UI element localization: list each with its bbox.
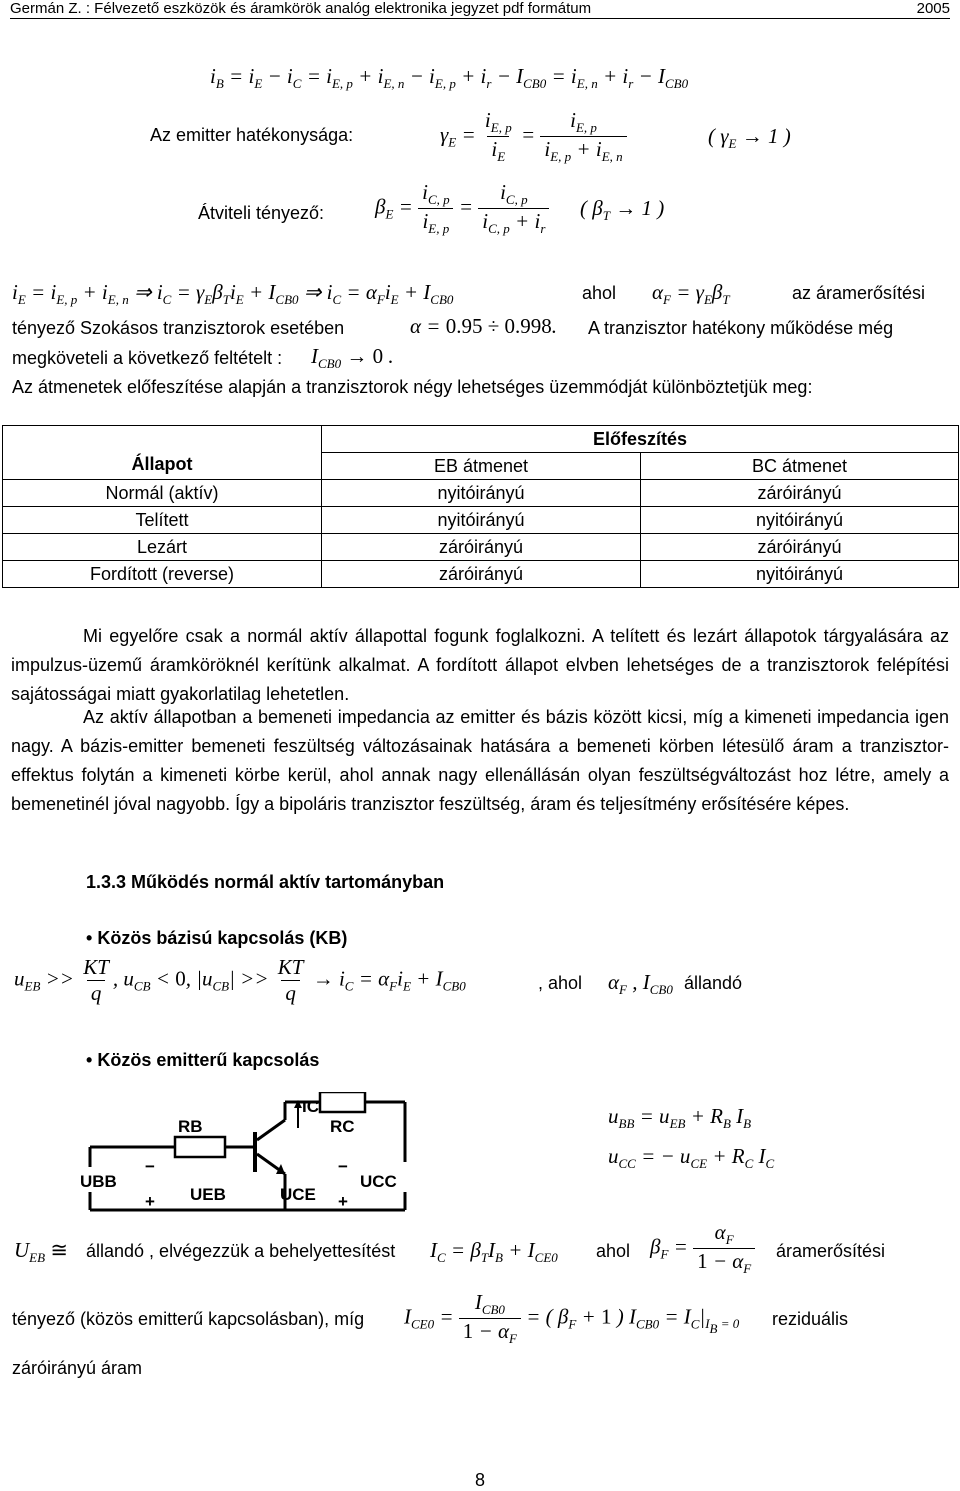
equation-ubb: $u_{BB} = u_{EB} + R_B$ $I_B$ bbox=[608, 1104, 752, 1131]
table-cell-bc: záróirányú bbox=[641, 534, 959, 561]
text-allando-behelyettesites: állandó , elvégezzük a behelyettesítést bbox=[86, 1241, 396, 1261]
text-tranzisztor-hatekony: A tranzisztor hatékony működése még bbox=[588, 318, 894, 338]
text-aramerositesi: az áramerősítési bbox=[792, 283, 926, 303]
text-allando: állandó bbox=[684, 973, 743, 993]
table-cell-state: Fordított (reverse) bbox=[3, 561, 322, 588]
bullet-kb-label: Közös bázisú kapcsolás (KB) bbox=[97, 928, 348, 948]
text-megkoveteli: megköveteli a következő feltételt : bbox=[12, 348, 283, 368]
label-ucc: UCC bbox=[360, 1172, 397, 1191]
label-uce: UCE bbox=[280, 1185, 316, 1204]
equation-ic-beta: $I_C = \beta_TI_B + I_{CE0}$ bbox=[430, 1238, 558, 1265]
bullet-ke bbox=[86, 1050, 319, 1071]
header-title: Germán Z. : Félvezető eszközök és áramkörök analóg elektronika jegyzet pdf formátum bbox=[10, 0, 592, 17]
table-cell-state: Telített bbox=[3, 507, 322, 534]
text-zaroiranyu-aram: záróirányú áram bbox=[12, 1358, 143, 1378]
equation-common-base: $u_{EB}$ >> $\frac{KT}{q}$ , $u_{CB} < 0$, $|u_{CB}|$ >> $\frac{KT}{q}$ → $i_C = \alpha_Fi_E + I_{CB0}$ bbox=[14, 955, 466, 1005]
table-header-bc: BC átmenet bbox=[641, 453, 959, 480]
equation-beta-limit: ( $\beta_T \to 1$ ) bbox=[580, 196, 665, 223]
table-cell-bc: nyitóirányú bbox=[641, 507, 959, 534]
table-row bbox=[3, 534, 959, 561]
page-header bbox=[10, 0, 950, 19]
equation-gamma-limit: ( $\gamma_E \to 1$ ) bbox=[708, 124, 791, 151]
equation-alpha-range: α = 0.95 ÷ 0.998. bbox=[410, 314, 557, 338]
text-tenyezo-ke: tényező (közös emitterű kapcsolásban), míg bbox=[12, 1309, 365, 1329]
table-row bbox=[3, 507, 959, 534]
bullet-kb bbox=[86, 928, 347, 949]
label-ubb: UBB bbox=[80, 1172, 117, 1191]
table-cell-eb: záróirányú bbox=[322, 534, 641, 561]
equation-beta-f: $\beta_F$ = $\frac{\alpha_F}{1 - \alpha_F}$ bbox=[650, 1220, 755, 1277]
operating-modes-table bbox=[2, 425, 959, 588]
equation-ice0: $I_{CE0}$ = $\frac{I_{CB0}}{1 - \alpha_F}$ = ( $\beta_F + 1$ ) $I_{CB0} = I_C|_{I_B = 0}$ bbox=[404, 1290, 740, 1346]
equation-ucc: $u_{CC}$ = − $u_{CE} + R_C$ $I_C$ bbox=[608, 1144, 775, 1171]
equation-transfer-factor: $\beta_E$ = $\frac{i_{C, p}}{i_{E, p}}$ = $\frac{i_{C, p}}{i_{C, p} + i_r}$ bbox=[375, 180, 549, 237]
label-emitter-efficiency: Az emitter hatékonysága: bbox=[150, 125, 354, 145]
common-emitter-circuit bbox=[80, 1092, 415, 1217]
equation-base-current: $i_B = i_E - i_C = i_{E, p} + i_{E, n} - i_{E, p} + i_r - I_{CB0} = i_{E, n} + i_r - I_{CB0}$ bbox=[210, 64, 689, 91]
table-cell-bc: záróirányú bbox=[641, 480, 959, 507]
label-plus-1: + bbox=[145, 1192, 155, 1211]
label-rc: RC bbox=[330, 1117, 355, 1136]
equation-constants: $\alpha_F$ , $I_{CB0}$ bbox=[608, 970, 673, 997]
table-cell-eb: záróirányú bbox=[322, 561, 641, 588]
header-year: 2005 bbox=[916, 0, 950, 17]
text-tenyezo: tényező Szokásos tranzisztorok esetében bbox=[12, 318, 345, 338]
table-cell-state: Lezárt bbox=[3, 534, 322, 561]
table-cell-bc: nyitóirányú bbox=[641, 561, 959, 588]
equation-icb0-limit: $I_{CB0} \to 0$ . bbox=[311, 344, 394, 371]
label-ueb: UEB bbox=[190, 1185, 226, 1204]
page-number: 8 bbox=[474, 1470, 485, 1490]
paragraph-2: Az aktív állapotban a bemeneti impedancia az emitter és bázis között kicsi, míg a kimeneti impedancia igen nagy. A bázis-emitter bemeneti feszültség változásainak hatására a bemeneti körben létesülő áram a tranzisztor-effektus folytán a kimeneti körbe kerül, ahol annak nagy ellenállásán olyan feszültségváltozást hoz létre, amely a bemenetinél jóval nagyobb. Így a bipoláris tranzisztor feszültség, áram és teljesítmény erősítésére képes. bbox=[11, 707, 949, 814]
table-header-group: Előfeszítés bbox=[322, 426, 959, 453]
bullet-icon: • bbox=[86, 1050, 93, 1070]
equation-alpha: $\alpha_F = \gamma_E\beta_T$ bbox=[652, 280, 730, 307]
equation-emitter-efficiency: $\gamma_E$ = $\frac{i_{E, p}}{i_E}$ = $\frac{i_{E, p}}{i_{E, p} + i_{E, n}}$ bbox=[440, 108, 627, 165]
text-rezidualis: reziduális bbox=[772, 1309, 849, 1329]
text-aramerositesi-2: áramerősítési bbox=[776, 1241, 886, 1261]
section-heading: 1.3.3 Működés normál aktív tartományban bbox=[86, 872, 445, 892]
paragraph-1: Mi egyelőre csak a normál aktív állapottal fogunk foglalkozni. A telített és lezárt állapotok tárgyalására az impulzus-üzemű áramköröknél kerítünk alkalmat. A fordított állapot elvben lehetséges de a tranzisztorok felépítési sajátosságai miatt gyakorlatilag lehetetlen. bbox=[11, 626, 949, 704]
bullet-icon: • bbox=[86, 928, 93, 948]
label-transfer-factor: Átviteli tényező: bbox=[198, 203, 325, 223]
text-ahol-ke: ahol bbox=[596, 1241, 631, 1261]
label-rb: RB bbox=[178, 1117, 203, 1136]
table-row bbox=[3, 480, 959, 507]
text-atmenetek: Az átmenetek előfeszítése alapján a tranzisztorok négy lehetséges üzemmódját különböztetjük meg: bbox=[12, 377, 813, 397]
label-ic: IC bbox=[302, 1097, 319, 1116]
text-ahol-kb: , ahol bbox=[538, 973, 583, 993]
table-row bbox=[3, 561, 959, 588]
equation-collector-current: $i_E = i_{E, p} + i_{E, n}$ ⇒ $i_C = \gamma_E\beta_Ti_E + I_{CB0}$ ⇒ $i_C = \alpha_Fi_E + I_{CB0}$ bbox=[12, 280, 454, 307]
bullet-ke-label: Közös emitterű kapcsolás bbox=[97, 1050, 320, 1070]
table-header-eb: EB átmenet bbox=[322, 453, 641, 480]
table-cell-eb: nyitóirányú bbox=[322, 480, 641, 507]
label-minus-1: − bbox=[145, 1157, 155, 1176]
label-plus-2: + bbox=[338, 1192, 348, 1211]
text-ahol: ahol bbox=[582, 283, 617, 303]
table-cell-state: Normál (aktív) bbox=[3, 480, 322, 507]
table-header-state: Állapot bbox=[3, 426, 322, 480]
equation-ueb-const: $U_{EB}$ ≅ bbox=[14, 1238, 68, 1265]
label-minus-2: − bbox=[338, 1157, 348, 1176]
table-cell-eb: nyitóirányú bbox=[322, 507, 641, 534]
